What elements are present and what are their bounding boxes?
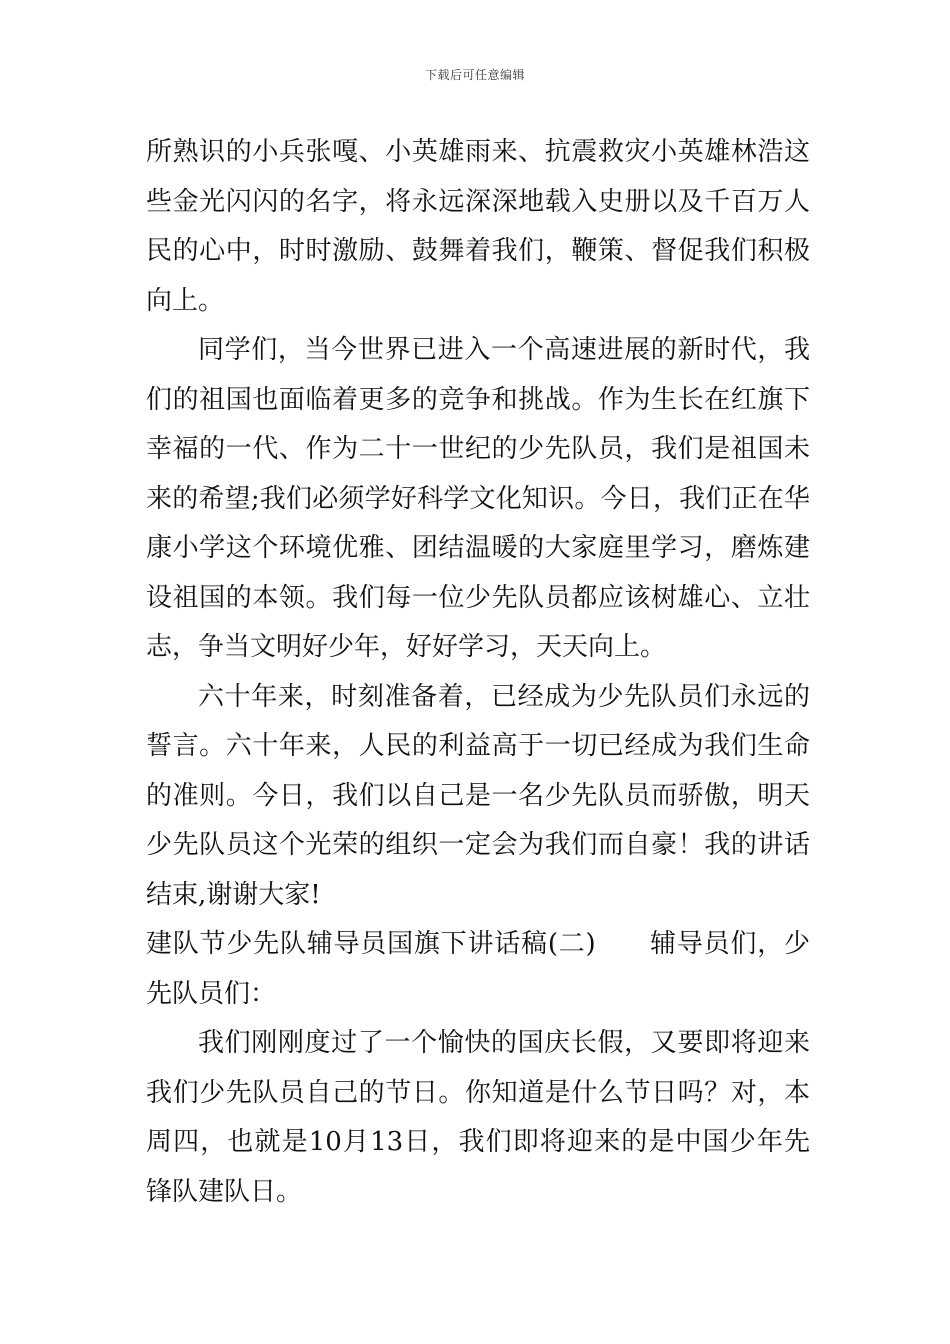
section-heading-paragraph: 建队节少先队辅导员国旗下讲话稿(二) 辅导员们，少先队员们：	[146, 929, 810, 1009]
page-header-note: 下载后可任意编辑	[424, 68, 525, 82]
document-body	[146, 128, 810, 1217]
paragraph-1: 所熟识的小兵张嘎、小英雄雨来、抗震救灾小英雄林浩这些金光闪闪的名字，将永远深深地载入史册以及千百万人民的心中，时时激励、鼓舞着我们，鞭策、督促我们积极向上。	[146, 137, 810, 316]
paragraph-3: 六十年来，时刻准备着，已经成为少先队员们永远的誓言。六十年来，人民的利益高于一切已经成为我们生命的准则。今日，我们以自己是一名少先队员而骄傲，明天少先队员这个光荣的组织一定会为我们而自豪！我的讲话结束,谢谢大家!	[146, 681, 810, 910]
paragraph-5: 我们刚刚度过了一个愉快的国庆长假，又要即将迎来我们少先队员自己的节日。你知道是什么节日吗？对，本周四，也就是10月13日，我们即将迎来的是中国少年先锋队建队日。	[146, 1028, 810, 1207]
paragraph-2: 同学们，当今世界已进入一个高速进展的新时代，我们的祖国也面临着更多的竞争和挑战。作为生长在红旗下幸福的一代、作为二十一世纪的少先队员，我们是祖国未来的希望;我们必须学好科学文化知识。今日，我们正在华康小学这个环境优雅、团结温暖的大家庭里学习，磨炼建设祖国的本领。我们每一位少先队员都应该树雄心、立壮志，争当文明好少年，好好学习，天天向上。	[146, 335, 810, 662]
